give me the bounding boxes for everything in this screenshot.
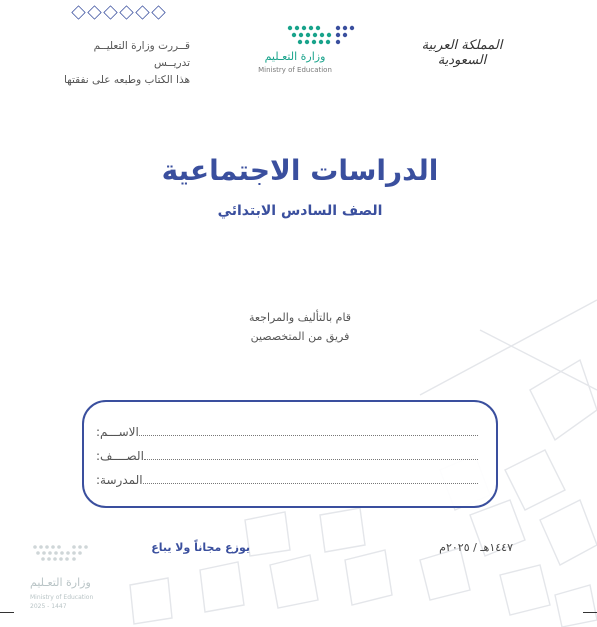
student-info-box [82, 400, 498, 508]
diamond-icon [103, 5, 117, 19]
diamond-icon [135, 5, 149, 19]
crop-mark-right [583, 612, 597, 613]
book-title: الدراسات الاجتماعية [161, 154, 439, 187]
crop-mark-left [0, 612, 14, 613]
name-label: الاســـم: [96, 425, 139, 439]
diamond-icon [71, 5, 85, 19]
footer-ministry-year: 2025 - 1447 [30, 603, 67, 610]
diamond-icon [87, 5, 101, 19]
name-field[interactable] [96, 421, 482, 439]
decree-line-1: قــررت وزارة التعليــم تدريــس [93, 40, 190, 69]
free-distribution-note: يوزع مجاناً ولا يباع [151, 541, 250, 554]
ministry-logo-icon [286, 24, 356, 48]
ministry-logo-english: Ministry of Education [258, 66, 332, 74]
diamond-ornament [72, 6, 165, 19]
grade-line[interactable] [144, 459, 478, 460]
credit-line-1: قام بالتأليف والمراجعة [248, 311, 352, 324]
school-line[interactable] [143, 483, 478, 484]
decree-line-2: هذا الكتاب وطبعه على نفقتها [63, 74, 190, 86]
ministry-logo-arabic: وزارة التعـليم [264, 50, 326, 63]
kingdom-logo: المملكة العربية السعودية [421, 38, 503, 68]
credit-line-2: فريق من المتخصصين [250, 330, 350, 343]
book-grade: الصف السادس الابتدائي [217, 203, 383, 219]
diamond-icon [151, 5, 165, 19]
school-label: المدرسة: [96, 473, 143, 487]
grade-label: الصــــف: [96, 449, 144, 463]
footer-ministry-english: Ministry of Education [30, 594, 94, 601]
footer-ministry-logo-icon [32, 544, 88, 564]
ministry-decree [60, 38, 190, 89]
publication-year: ١٤٤٧هـ / ٢٠٢٥م [439, 541, 513, 554]
diamond-icon [119, 5, 133, 19]
footer-ministry-arabic: وزارة التعـليم [30, 576, 91, 589]
grade-field[interactable] [96, 445, 482, 463]
name-line[interactable] [139, 435, 478, 436]
school-field[interactable] [96, 469, 482, 487]
